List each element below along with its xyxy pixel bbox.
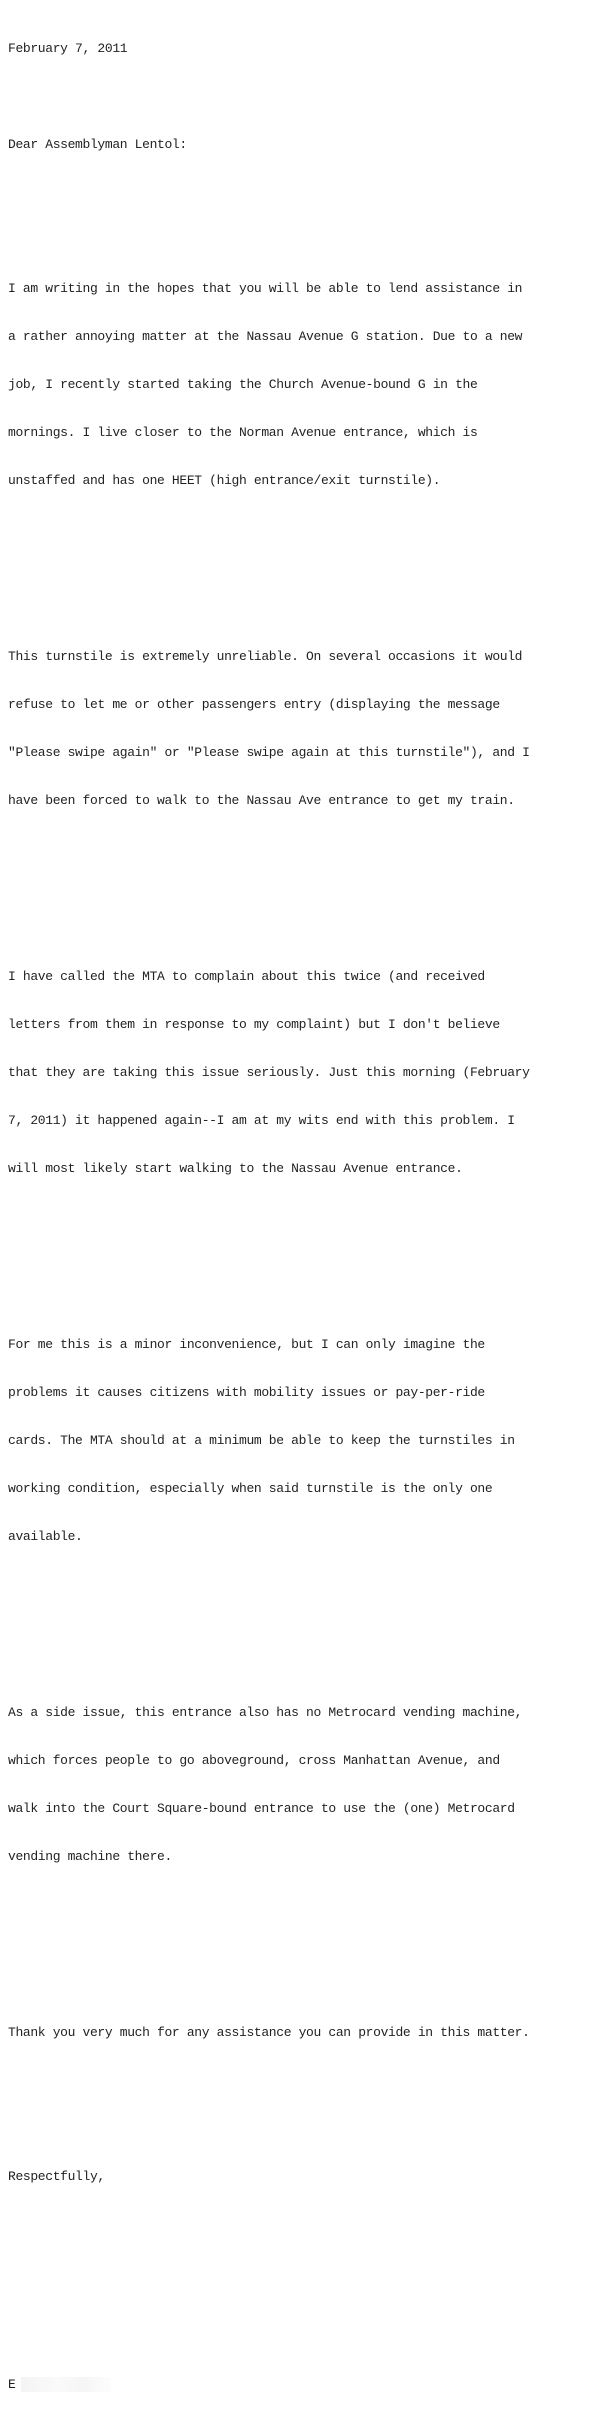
text-line: job, I recently started taking the Church Avenue-bound G in the [8, 377, 478, 392]
spacer [8, 1609, 594, 1625]
paragraph-1 [8, 249, 594, 521]
text-line: which forces people to go aboveground, cross Manhattan Avenue, and [8, 1753, 500, 1768]
text-line: 7, 2011) it happened again--I am at my wits end with this problem. I [8, 1113, 515, 1128]
text-line: will most likely start walking to the Nassau Avenue entrance. [8, 1161, 463, 1176]
text-line: have been forced to walk to the Nassau Ave entrance to get my train. [8, 793, 515, 808]
letter-closing: Respectfully, [8, 2169, 105, 2184]
text-line: unstaffed and has one HEET (high entrance/exit turnstile). [8, 473, 441, 488]
paragraph-6 [8, 1993, 594, 2073]
spacer [8, 2217, 594, 2233]
spacer [8, 2313, 594, 2329]
text-line: working condition, especially when said turnstile is the only one [8, 1481, 493, 1496]
spacer [8, 89, 594, 105]
paragraph-4 [8, 1305, 594, 1577]
text-line: letters from them in response to my complaint) but I don't believe [8, 1017, 500, 1032]
text-line: "Please swipe again" or "Please swipe again at this turnstile"), and I [8, 745, 530, 760]
letter-body [8, 9, 594, 2409]
signature-initial: E [8, 2377, 16, 2392]
letter-date: February 7, 2011 [8, 41, 128, 56]
text-line: This turnstile is extremely unreliable. On several occasions it would [8, 649, 523, 664]
text-line: vending machine there. [8, 1849, 172, 1864]
text-line: As a side issue, this entrance also has no Metrocard vending machine, [8, 1705, 523, 1720]
text-line: For me this is a minor inconvenience, but I can only imagine the [8, 1337, 485, 1352]
text-line: cards. The MTA should at a minimum be able to keep the turnstiles in [8, 1433, 515, 1448]
text-line: problems it causes citizens with mobility issues or pay-per-ride [8, 1385, 485, 1400]
text-line: I am writing in the hopes that you will be able to lend assistance in [8, 281, 523, 296]
spacer [8, 1929, 594, 1945]
text-line: I have called the MTA to complain about this twice (and received [8, 969, 485, 984]
letter-salutation: Dear Assemblyman Lentol: [8, 137, 187, 152]
text-line: mornings. I live closer to the Norman Avenue entrance, which is [8, 425, 478, 440]
spacer [8, 185, 594, 201]
text-line: refuse to let me or other passengers entry (displaying the message [8, 697, 500, 712]
spacer [8, 2105, 594, 2121]
spacer [8, 873, 594, 889]
paragraph-2 [8, 617, 594, 841]
text-line: walk into the Court Square-bound entrance to use the (one) Metrocard [8, 1801, 515, 1816]
spacer [8, 553, 594, 569]
signature-block [8, 2377, 594, 2393]
spacer [8, 2265, 594, 2281]
text-line: available. [8, 1529, 83, 1544]
paragraph-5 [8, 1673, 594, 1897]
text-line: that they are taking this issue seriously. Just this morning (February [8, 1065, 530, 1080]
paragraph-3 [8, 937, 594, 1209]
text-line: a rather annoying matter at the Nassau Avenue G station. Due to a new [8, 329, 523, 344]
text-line: Thank you very much for any assistance you can provide in this matter. [8, 2025, 530, 2040]
redacted-name [21, 2377, 111, 2392]
spacer [8, 1241, 594, 1257]
